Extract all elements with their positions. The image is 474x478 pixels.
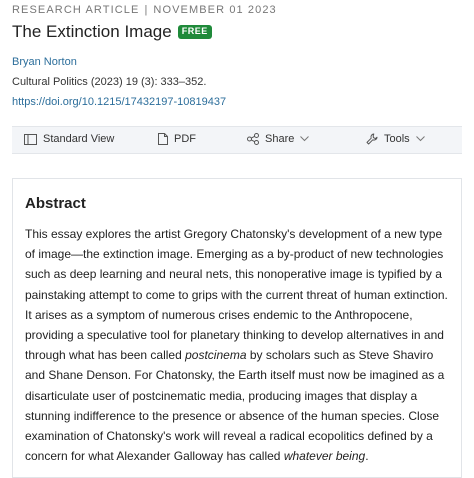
- share-icon: [247, 133, 259, 145]
- abstract-emphasis-whatever-being: whatever being: [283, 449, 366, 464]
- author-link[interactable]: Bryan Norton: [12, 56, 77, 68]
- article-meta: [12, 4, 277, 16]
- share-label: Share: [265, 133, 295, 145]
- tools-button[interactable]: [366, 133, 431, 145]
- abstract-section: [12, 178, 462, 478]
- pdf-button[interactable]: [158, 133, 196, 145]
- article-toolbar: [12, 126, 462, 154]
- citation: Cultural Politics (2023) 19 (3): 333–352.: [12, 76, 207, 88]
- abstract-emphasis-postcinema: postcinema: [185, 348, 247, 363]
- pdf-icon: [158, 133, 168, 145]
- free-badge: FREE: [178, 25, 212, 39]
- title-row: [12, 22, 212, 42]
- article-date: NOVEMBER 01 2023: [153, 4, 277, 16]
- abstract-text-segment: by scholars such as Steve Shaviro and Shane Denson. For Chatonsky, the Earth itself must now be imagined as a disarticulate user of postcinematic media, producing images that display a stunning indifference to the presence or absence of the human species. Close examination of Chatonsky's work will reveal a radical ecopolitics defined by a concern for what Alexander Galloway has called: [25, 348, 445, 464]
- standard-view-label: Standard View: [43, 133, 115, 145]
- standard-view-icon: [24, 134, 37, 145]
- wrench-icon: [366, 133, 378, 145]
- abstract-text-segment: This essay explores the artist Gregory Chatonsky's development of a new type of image—the extinction image. Emerging as a by-product of new technologies such as deep learning and neural nets, this nonoperative image is typified by a painstaking attempt to come to grips with the current threat of human extinction. It arises as a symptom of numerous crises endemic to the Anthropocene, providing a speculative tool for planetary thinking to develop alternatives in and through what has been called: [25, 227, 448, 363]
- abstract-heading: Abstract: [25, 195, 86, 212]
- abstract-body: [25, 224, 450, 466]
- standard-view-button[interactable]: [24, 133, 114, 145]
- pdf-label: PDF: [174, 133, 196, 145]
- doi-link[interactable]: https://doi.org/10.1215/17432197-10819437: [12, 96, 227, 108]
- abstract-text-segment: .: [365, 449, 369, 464]
- chevron-down-icon: [300, 133, 315, 145]
- chevron-down-icon: [416, 133, 431, 145]
- share-button[interactable]: [247, 133, 315, 145]
- article-title: The Extinction Image: [12, 22, 172, 41]
- meta-separator: |: [144, 4, 149, 16]
- article-type: RESEARCH ARTICLE: [12, 4, 140, 16]
- tools-label: Tools: [384, 133, 410, 145]
